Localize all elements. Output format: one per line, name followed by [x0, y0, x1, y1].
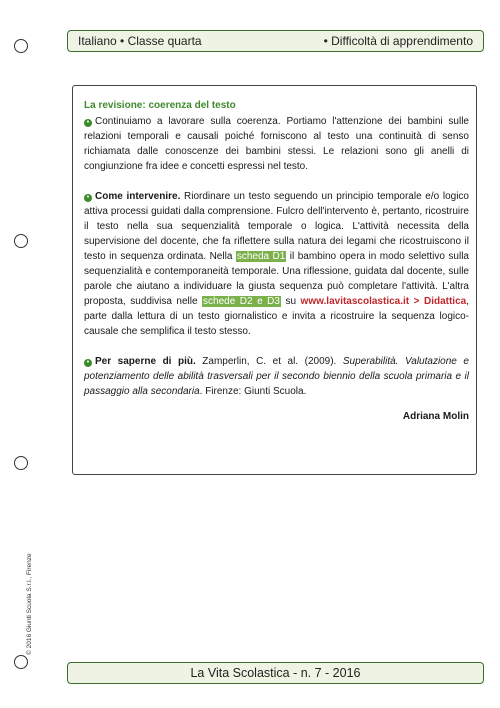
binder-hole — [14, 655, 28, 669]
page-header — [67, 30, 484, 52]
highlight-schede-d2-d3: schede D2 e D3 — [203, 296, 280, 307]
paragraph-come-intervenire — [84, 189, 469, 339]
article-title: La revisione: coerenza del testo — [84, 100, 236, 111]
binder-hole — [14, 456, 28, 470]
lead-per-saperne: Per saperne di più. — [95, 356, 196, 367]
header-subject: Italiano • Classe quarta — [78, 34, 202, 48]
text-segment: Riordinare un testo seguendo un principio temporale e/o logico attiva processi guidati dalla comprensione. Fulcro dell'intervento è, pertanto, ricostruire il testo nella sua sequenzialità temporale o logica. L'attività necessita della supervisione del docente, che fa riflettere sulla natura dei legami che ricostruiscono il testo in sequenza ordinata. Nella — [84, 191, 469, 262]
bullet-icon: • — [84, 359, 92, 367]
book-title: Superabilità. Valutazione e potenziamento delle abilità trasversali per il secondo biennio della scuola primaria e il passaggio alla secondaria — [84, 356, 469, 397]
binder-hole — [14, 39, 28, 53]
header-topic: • Difficoltà di apprendimento — [323, 34, 473, 48]
copyright-notice: © 2016 Giunti Scuola S.r.l., Firenze — [26, 553, 33, 655]
text-segment: su — [280, 296, 301, 307]
bullet-icon: • — [84, 194, 92, 202]
text-segment: , parte dalla lettura di un testo giornalistico e invita a ricostruire la sequenza logico-causale che semplifica il testo stesso. — [84, 296, 469, 337]
text-segment: . Firenze: Giunti Scuola. — [199, 386, 307, 397]
paragraph-intro — [84, 114, 469, 174]
page-footer — [67, 662, 484, 684]
footer-issue: La Vita Scolastica - n. 7 - 2016 — [190, 666, 361, 680]
paragraph-per-saperne — [84, 354, 469, 399]
lead-come-intervenire: Come intervenire. — [95, 191, 181, 202]
article-body — [84, 98, 469, 424]
bullet-icon: • — [84, 119, 92, 127]
text-segment: il bambino opera in modo selettivo sulla sequenzialità e contemporaneità temporale. Una riflessione, guidata dal docente, sulle parole che aiutano a individuare la giusta sequenza può completare l'attività. L'altra proposta, suddivisa nelle — [84, 251, 469, 307]
website-link[interactable]: www.lavitascolastica.it > Didattica — [300, 296, 467, 307]
intro-text: Continuiamo a lavorare sulla coerenza. Portiamo l'attenzione dei bambini sulle relazioni temporali e causali poiché forniscono al testo una continuità di senso richiamata dalle conoscenze dei bambini stessi. Le relazioni sono gli anelli di congiunzione fra idee e concetti espressi nel testo. — [84, 116, 469, 172]
text-segment: Zamperlin, C. et al. (2009). — [195, 356, 343, 367]
author-name: Adriana Molin — [402, 411, 469, 422]
highlight-scheda-d1: scheda D1 — [236, 251, 286, 262]
binder-hole — [14, 234, 28, 248]
